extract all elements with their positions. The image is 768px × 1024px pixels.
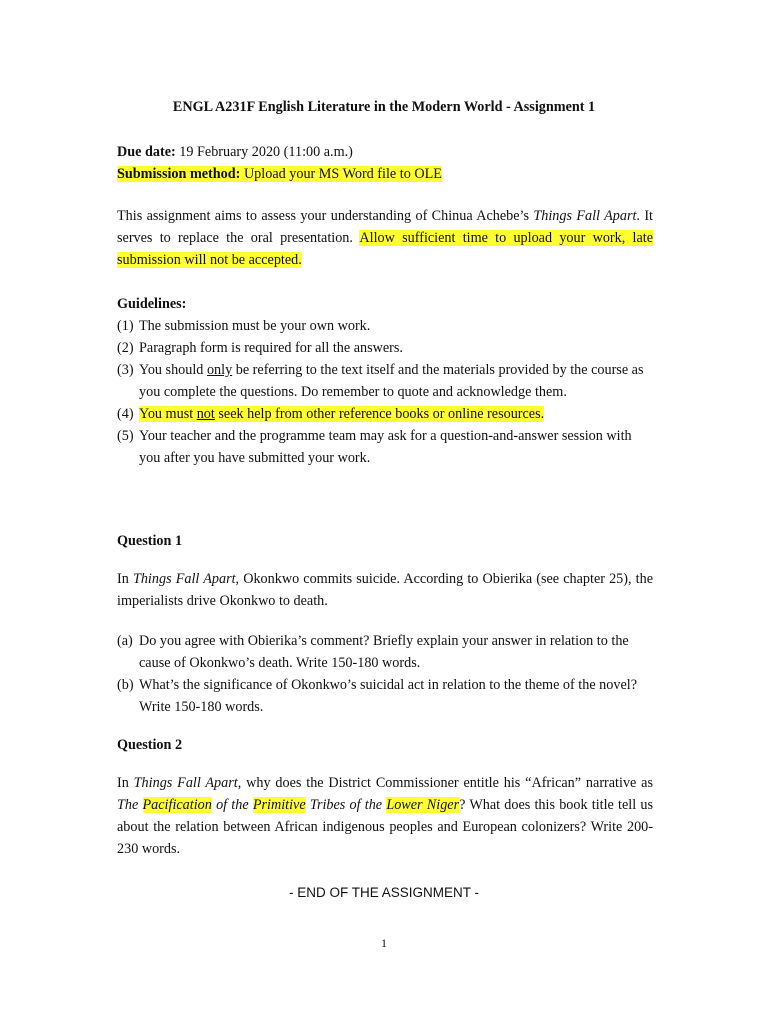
- submission-value: Upload your MS Word file to OLE: [240, 166, 442, 182]
- guideline-underlined: only: [206, 362, 233, 378]
- narrative-title-highlight: Pacification: [142, 797, 212, 813]
- q2-narrative-title: [117, 797, 459, 813]
- guidelines-heading: Guidelines:: [117, 296, 187, 312]
- q2-text-1: In: [117, 775, 134, 791]
- guideline-item: [117, 337, 653, 359]
- guidelines-list: [117, 315, 653, 469]
- due-date-label: Due date:: [117, 144, 176, 160]
- intro-text-1: This assignment aims to assess your understanding of Chinua Achebe’s: [117, 208, 534, 224]
- q2-text-3: ? What does this book title tell us about the relation between African indigenous peoples and European colonizers? Write 200-230 words.: [117, 797, 653, 857]
- guideline-item: [117, 315, 653, 337]
- question-part: [117, 630, 653, 674]
- guideline-item: [117, 425, 653, 469]
- intro-text-2: . It serves to replace the oral presentation.: [117, 208, 653, 246]
- question-2-heading: Question 2: [117, 737, 183, 753]
- guideline-number: (3): [117, 362, 134, 378]
- guideline-item: [117, 403, 653, 425]
- intro-paragraph: [117, 205, 653, 271]
- question-1-intro: [117, 568, 653, 612]
- guideline-text: Your teacher and the programme team may ask for a question-and-answer session with you after you have submitted your work.: [139, 428, 632, 466]
- guideline-text-post: seek help from other reference books or online resources.: [214, 406, 545, 422]
- narrative-title-highlight: Primitive: [252, 797, 306, 813]
- due-date-value: 19 February 2020 (11:00 a.m.): [175, 144, 353, 160]
- guideline-text-pre: You should: [139, 362, 207, 378]
- guideline-number: (2): [117, 340, 134, 356]
- page-number: 1: [381, 936, 387, 950]
- question-part-label: (a): [117, 633, 133, 649]
- guideline-highlight: [139, 406, 544, 422]
- question-1-parts: [117, 630, 653, 718]
- q2-text-2: , why does the District Commissioner entitle his “African” narrative as: [237, 775, 654, 791]
- narrative-title-part: Tribes of the: [305, 797, 387, 813]
- guideline-text-post: be referring to the text itself and the materials provided by the course as you complete the questions. Do remember to quote and acknowledge them.: [139, 362, 644, 400]
- end-of-assignment: - END OF THE ASSIGNMENT -: [288, 885, 480, 900]
- guideline-underlined: not: [196, 406, 215, 422]
- question-part-text: Do you agree with Obierika’s comment? Briefly explain your answer in relation to the cause of Okonkwo’s death. Write 150-180 words.: [139, 633, 629, 671]
- submission-highlight: [117, 166, 442, 182]
- question-2-text: [117, 772, 653, 860]
- narrative-title-part: of the: [211, 797, 253, 813]
- q1-intro-post: , Okonkwo commits suicide. According to Obierika (see chapter 25), the imperialists drive Okonkwo to death.: [117, 571, 654, 609]
- due-date-line: [117, 141, 653, 163]
- guideline-text: Paragraph form is required for all the answers.: [139, 340, 403, 356]
- submission-method-line: [117, 163, 653, 185]
- narrative-title-part: The: [117, 797, 143, 813]
- guideline-text: The submission must be your own work.: [139, 318, 371, 334]
- document-title: ENGL A231F English Literature in the Modern World - Assignment 1: [172, 99, 596, 115]
- guideline-number: (5): [117, 428, 134, 444]
- q2-book-title: Things Fall Apart: [133, 775, 238, 791]
- question-part-label: (b): [117, 677, 134, 693]
- submission-label: Submission method:: [117, 166, 241, 182]
- q1-intro-pre: In: [117, 571, 133, 587]
- narrative-title-highlight: Lower Niger: [386, 797, 460, 813]
- intro-highlight: Allow sufficient time to upload your work, late submission will not be accepted.: [117, 230, 653, 268]
- question-part: [117, 674, 653, 718]
- question-part-text: What’s the significance of Okonkwo’s suicidal act in relation to the theme of the novel? Write 150-180 words.: [139, 677, 637, 715]
- guideline-item: [117, 359, 653, 403]
- q1-book-title: Things Fall Apart: [132, 571, 236, 587]
- question-1-heading: Question 1: [117, 533, 183, 549]
- guideline-number: (1): [117, 318, 134, 334]
- intro-book-title: Things Fall Apart: [533, 208, 637, 224]
- guideline-text-pre: You must: [139, 406, 197, 422]
- guideline-number: (4): [117, 406, 134, 422]
